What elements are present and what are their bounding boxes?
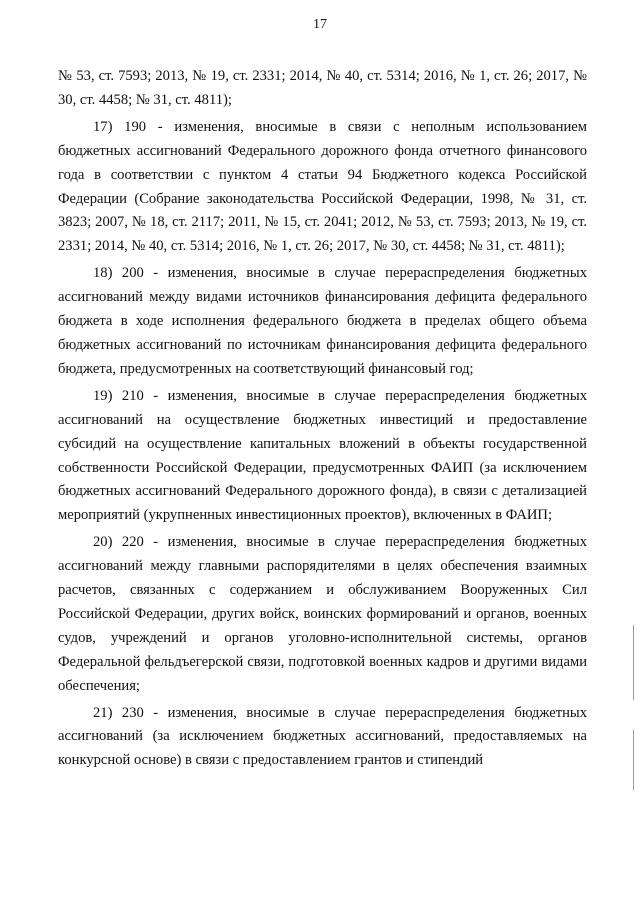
- scan-edge-mark: [633, 625, 634, 700]
- paragraph-item-21: 21) 230 - изменения, вносимые в случае перераспределения бюджетных ассигнований (за исключением бюджетных ассигнований, предоставляемых на конкурсной основе) в связи с предоставлением грантов и стипендий: [58, 704, 587, 769]
- paragraph-item-18: 18) 200 - изменения, вносимые в случае перераспределения бюджетных ассигнований между видами источников финансирования дефицита федерального бюджета в ходе исполнения федерального бюджета в пределах общего объема бюджетных ассигнований по источникам финансирования дефицита федерального бюджета, предусмотренных на соответствующий финансовый год;: [58, 265, 587, 377]
- paragraph-item-20: 20) 220 - изменения, вносимые в случае перераспределения бюджетных ассигнований между главными распорядителями в целях обеспечения взаимных расчетов, связанных с содержанием и обслуживанием Вооруженных Сил Российской Федерации, других войск, воинских формирований и органов, военных судов, учреждений и органов уголовно-исполнительной системы, органов Федеральной фельдъегерской связи, подготовкой военных кадров и другими видами обеспечения;: [58, 534, 587, 694]
- page-number: 17: [313, 17, 327, 32]
- paragraph-item-17: 17) 190 - изменения, вносимые в связи с неполным использованием бюджетных ассигнований Федерального дорожного фонда отчетного финансового года в соответствии с пунктом 4 статьи 94 Бюджетного кодекса Российской Федерации (Собрание законодательства Российской Федерации, 1998, № 31, ст. 3823; 2007, № 18, ст. 2117; 2011, № 15, ст. 2041; 2012, № 53, ст. 7593; 2013, № 19, ст. 2331; 2014, № 40, ст. 5314; 2016, № 1, ст. 26; 2017, № 30, ст. 4458; № 31, ст. 4811);: [58, 118, 587, 255]
- document-body: [58, 65, 587, 776]
- paragraph-continuation: № 53, ст. 7593; 2013, № 19, ст. 2331; 2014, № 40, ст. 5314; 2016, № 1, ст. 26; 2017, № 30, ст. 4458; № 31, ст. 4811);: [58, 68, 587, 108]
- scan-edge-mark: [633, 730, 634, 790]
- paragraph-item-19: 19) 210 - изменения, вносимые в случае перераспределения бюджетных ассигнований на осуществление бюджетных инвестиций и предоставление субсидий на осуществление капитальных вложений в объекты государственной собственности Российской Федерации, предусмотренных ФАИП (за исключением бюджетных ассигнований Федерального дорожного фонда), в связи с детализацией мероприятий (укрупненных инвестиционных проектов), включенных в ФАИП;: [58, 387, 587, 524]
